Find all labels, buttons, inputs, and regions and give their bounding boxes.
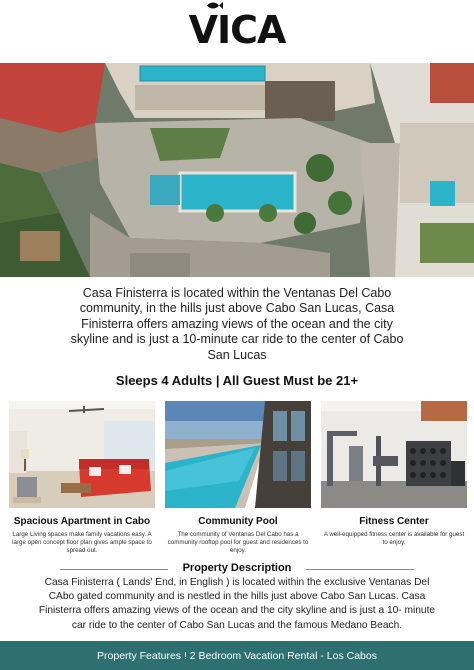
intro-paragraph: Casa Finisterra is located within the Ventanas Del Cabo community, in the hills just above Cabo San Lucas, Casa Finisterra offers amazing views of the ocean and the city skyline and is just a 10-minute car ride to the center of Cabo San Lucas [70,286,404,362]
occupancy-note: Sleeps 4 Adults | All Guest Must be 21+ [115,373,359,388]
footer-banner [0,641,474,670]
logo-text: VICA [188,8,286,52]
fish-icon [206,1,224,10]
fitness-photo [321,401,467,508]
hero-aerial-photo [0,63,474,277]
property-description-body: Casa Finisterra ( Lands' End, in English ) is located within the exclusive Ventanas Del CAbo gated community and is nestled in the hills just above Cabo San Lucas. Casa Finisterra offers amazing views of the ocean and the city skyline and is just a 10- minute car ride to the center of Cabo San Lucas and the famous Medano Beach. [38,577,436,631]
card-desc-apartment: Large Living spaces make family vacations easy. A large open concept floor plan gives ample space to spread out. [12,531,152,554]
pool-photo [165,401,311,508]
footer-text: Property Features ! 2 Bedroom Vacation Rental - Los Cabos [97,649,377,662]
card-title-fitness: Fitness Center [359,516,429,527]
property-description-heading: Property Description [182,562,292,574]
brand-logo [0,6,474,54]
card-desc-fitness: A well-equipped fitness center is available for guest to enjoy. [323,531,465,546]
logo-wordmark [189,8,286,52]
card-desc-pool: The community of Ventanas Del Cabo has a community rooftop pool for guest and residences to enjoy. [167,531,309,554]
card-title-pool: Community Pool [198,516,278,527]
apartment-photo [9,401,155,508]
card-title-apartment: Spacious Apartment in Cabo [13,516,151,527]
